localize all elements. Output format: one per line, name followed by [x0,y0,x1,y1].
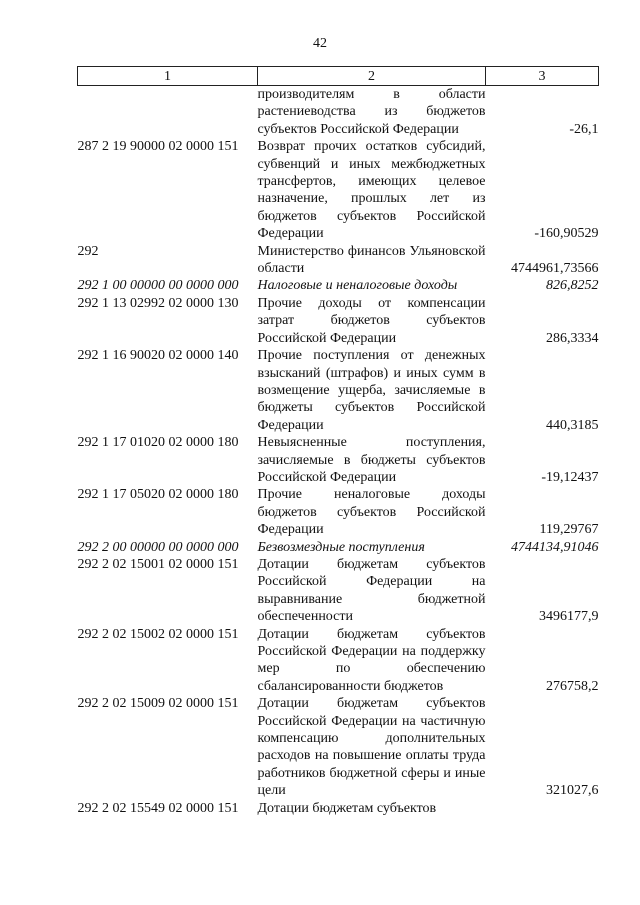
table-row [78,277,599,294]
table-row [78,347,599,434]
row-amount: 4744961,73566 [511,261,599,277]
table-header [78,67,599,86]
row-description: Безвозмездные поступления [257,539,425,555]
table-row [78,556,599,626]
row-description: Возврат прочих остатков субсидий, субвенций и иных межбюджетных трансфертов, имеющих целевое назначение, прошлых лет из бюджетов субъектов Российской Федерации [257,139,486,242]
row-amount: -26,1 [569,121,599,137]
table-row [78,243,599,278]
table-row [78,86,599,139]
row-description: Министерство финансов Ульяновской области [257,243,486,277]
row-amount: 276758,2 [546,678,599,694]
row-amount: 119,29767 [539,522,599,538]
row-amount: 440,3185 [546,417,599,433]
row-description: Прочие поступления от денежных взысканий (штрафов) и иных сумм в возмещение ущерба, зачисляемые в бюджеты субъектов Российской Федерации [257,348,486,433]
row-description: Прочие неналоговые доходы бюджетов субъектов Российской Федерации [257,487,486,538]
row-description: Налоговые и неналоговые доходы [257,278,458,294]
table-row [78,695,599,799]
row-description: производителям в области растениеводства из бюджетов субъектов Российской Федерации [257,87,486,137]
row-code: 292 1 13 02992 02 0000 130 [77,295,239,311]
table-row [78,434,599,486]
column-header-2: 2 [258,67,486,86]
row-code [78,86,258,139]
row-code: 292 [77,243,99,259]
row-code: 287 2 19 90000 02 0000 151 [77,139,239,155]
row-amount: 286,3334 [546,330,599,346]
row-code: 292 1 17 01020 02 0000 180 [77,435,239,451]
row-code: 292 2 00 00000 00 0000 000 [77,539,239,555]
row-amount: 4744134,91046 [511,539,599,555]
table-body [78,86,599,818]
row-description: Дотации бюджетам субъектов Российской Федерации на поддержку мер по обеспечению сбалансированности бюджетов [257,626,486,694]
column-header-3: 3 [486,67,599,86]
row-amount: 321027,6 [546,783,599,799]
row-code: 292 1 16 90020 02 0000 140 [77,348,239,364]
revenue-table [77,66,599,817]
row-description: Дотации бюджетам субъектов Российской Федерации на частичную компенсацию дополнительных расходов на повышение оплаты труда работников бюджетной сферы и иные цели [257,696,486,799]
row-amount: -19,12437 [541,469,599,485]
row-code: 292 2 02 15002 02 0000 151 [77,626,239,642]
table-row [78,295,599,347]
table-row [78,800,599,817]
table-row [78,539,599,556]
row-description: Прочие доходы от компенсации затрат бюджетов субъектов Российской Федерации [257,295,486,346]
row-code: 292 2 02 15009 02 0000 151 [77,696,239,712]
row-amount: 826,8252 [546,278,599,294]
row-description: Дотации бюджетам субъектов [257,800,437,816]
table-row [78,626,599,696]
row-description: Невыясненные поступления, зачисляемые в бюджеты субъектов Российской Федерации [257,435,486,485]
column-header-1: 1 [78,67,258,86]
row-description: Дотации бюджетам субъектов Российской Федерации на выравнивание бюджетной обеспеченности [257,556,486,625]
table-row [78,138,599,242]
row-amount: -160,90529 [534,226,599,242]
page-number: 42 [313,36,327,51]
row-code: 292 2 02 15001 02 0000 151 [77,556,239,572]
row-amount: 3496177,9 [539,609,599,625]
row-code: 292 2 02 15549 02 0000 151 [77,800,239,816]
table-row [78,486,599,538]
row-code: 292 1 00 00000 00 0000 000 [77,278,239,294]
row-code: 292 1 17 05020 02 0000 180 [77,487,239,503]
row-amount [486,800,599,817]
